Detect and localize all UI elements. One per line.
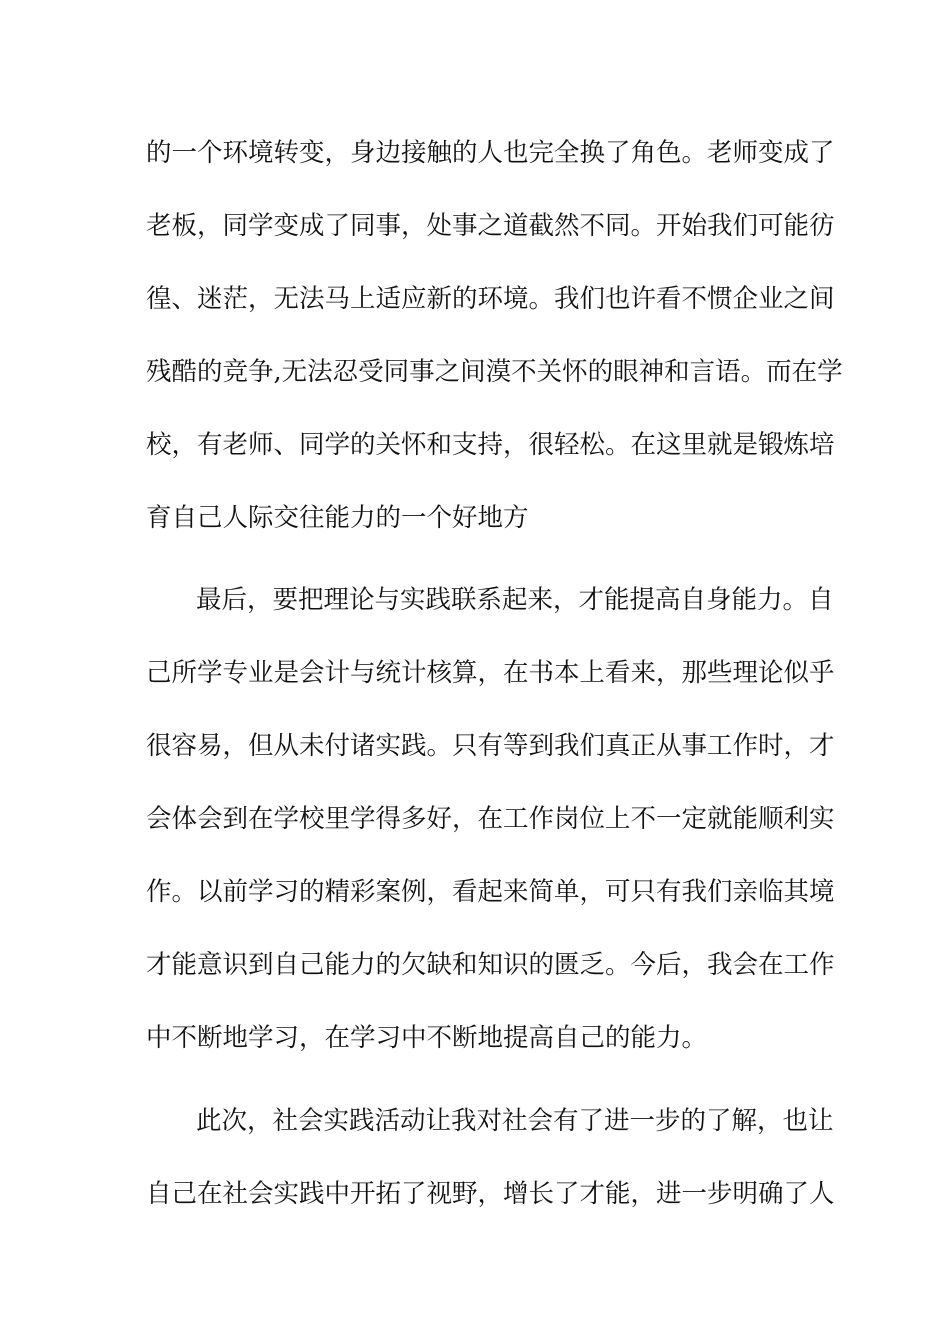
paragraph-line: 老板，同学变成了同事，处事之道截然不同。开始我们可能彷	[146, 211, 835, 241]
paragraph-line: 徨、迷茫，无法马上适应新的环境。我们也许看不惯企业之间	[146, 284, 835, 314]
paragraph-line: 作。以前学习的精彩案例，看起来简单，可只有我们亲临其境	[146, 877, 835, 907]
paragraph-line: 才能意识到自己能力的欠缺和知识的匮乏。今后，我会在工作	[146, 950, 835, 980]
paragraph-line: 的一个环境转变，身边接触的人也完全换了角色。老师变成了	[146, 138, 835, 168]
paragraph-line: 此次，社会实践活动让我对社会有了进一步的了解，也让	[196, 1106, 834, 1136]
paragraph-line: 自己在社会实践中开拓了视野，增长了才能，进一步明确了人	[146, 1179, 835, 1209]
paragraph-line: 残酷的竞争,无法忍受同事之间漠不关怀的眼神和言语。而在学	[146, 357, 843, 387]
paragraph-line: 很容易，但从未付诸实践。只有等到我们真正从事工作时，才	[146, 731, 835, 761]
paragraph-line: 最后，要把理论与实践联系起来，才能提高自身能力。自	[196, 585, 834, 615]
paragraph-line: 己所学专业是会计与统计核算，在书本上看来，那些理论似乎	[146, 658, 835, 688]
paragraph-line: 中不断地学习，在学习中不断地提高自己的能力。	[146, 1023, 708, 1053]
paragraph-line: 校，有老师、同学的关怀和支持，很轻松。在这里就是锻炼培	[146, 430, 835, 460]
paragraph-line: 会体会到在学校里学得多好，在工作岗位上不一定就能顺利实	[146, 804, 835, 834]
paragraph-line: 育自己人际交往能力的一个好地方	[146, 503, 529, 533]
